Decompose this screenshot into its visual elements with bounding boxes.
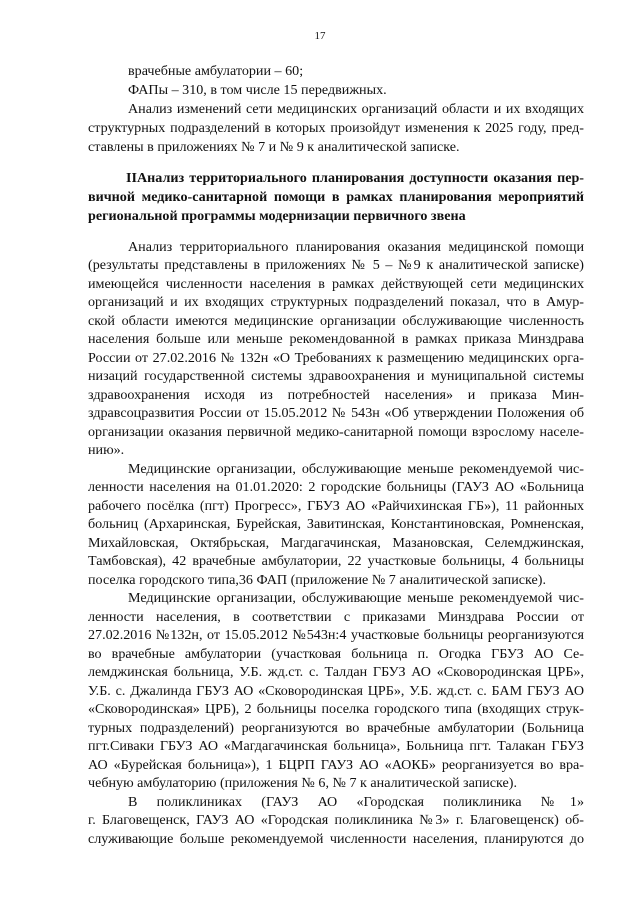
- text-line: нию».: [88, 442, 125, 458]
- text-line: Михайловская, Октябрьская, Магдагачинская, Мазановская, Селемджинская,: [88, 535, 584, 551]
- text-line: рабочего посёлка (пгт) Прогресс», ГБУЗ АО «Райчихинская ГБ»), 11 районных: [88, 498, 584, 514]
- text-line: (результаты представлены в приложениях № 5 – №9 к аналитической записке): [88, 257, 584, 273]
- text-line: Анализ территориального планирования оказания медицинской помощи: [128, 239, 584, 255]
- text-line: служивающие больше рекомендуемой численности населения, планируются до: [88, 831, 584, 847]
- text-line: структурных подразделений в которых произойдут изменения к 2025 году, пред-: [88, 120, 584, 136]
- section-heading-line: IIАнализ территориального планирования доступности оказания пер-: [126, 170, 584, 186]
- text-line: В поликлиниках (ГАУЗ АО «Городская поликлиника №1»: [128, 794, 584, 810]
- text-line: У.Б. с. Джалинда ГБУЗ АО «Сковородинская ЦРБ», У.Б. жд.ст. с. БАМ ГБУЗ АО: [88, 683, 584, 699]
- text-line: ФАПы – 310, в том числе 15 передвижных.: [128, 82, 387, 98]
- text-line: «Сковородинская» ЦРБ), 2 больницы поселка городского типа (входящих струк-: [88, 701, 584, 717]
- text-line: России от 27.02.2016 № 132н «О Требованиях к размещению медицинских орга-: [88, 350, 584, 366]
- text-line: пгт.Сиваки ГБУЗ АО «Магдагачинская больница», Больница пгт. Талакан ГБУЗ: [88, 738, 584, 754]
- text-line: врачебные амбулатории – 60;: [128, 63, 304, 79]
- text-line: Анализ изменений сети медицинских организаций области и их входящих: [128, 101, 584, 117]
- text-line: чебную амбулаторию (приложения № 6, № 7 к аналитической записке).: [88, 775, 517, 791]
- text-line: поселка городского типа,36 ФАП (приложение № 7 аналитической записке).: [88, 572, 546, 588]
- text-line: организаций и их входящих структурных подразделений показал, что в Амур-: [88, 294, 584, 310]
- text-line: АО «Бурейская больница»), 1 БЦРП ГАУЗ АО «АОКБ» реорганизуется во вра-: [88, 757, 584, 773]
- text-line: г. Благовещенск, ГАУЗ АО «Городская поликлиника №3» г. Благовещенск) об-: [88, 812, 584, 828]
- text-line: турных подразделений) реорганизуются во врачебные амбулатории (Больница: [88, 720, 584, 736]
- text-line: лемджинская больница, У.Б. жд.ст. с. Талдан ГБУЗ АО «Сковородинская ЦРБ»,: [88, 664, 584, 680]
- text-line: здравсоцразвития России от 15.05.2012 № 543н «Об утверждении Положения об: [88, 405, 584, 421]
- text-line: Медицинские организации, обслуживающие меньше рекомендуемой чис-: [128, 461, 584, 477]
- text-line: Тамбовская), 42 врачебные амбулатории, 22 участковые больницы, 4 больницы: [88, 553, 584, 569]
- text-line: ленности населения, в соответствии с приказами Минздрава России от: [88, 609, 584, 625]
- text-line: Медицинские организации, обслуживающие меньше рекомендуемой чис-: [128, 590, 584, 606]
- section-heading-line: региональной программы модернизации первичного звена: [88, 208, 466, 224]
- text-line: организации оказания первичной медико-санитарной помощи взрослому населе-: [88, 424, 584, 440]
- text-line: здравоохранения исходя из потребностей населения» и приказа Мин-: [88, 387, 584, 403]
- text-line: имеющейся численности населения в рамках действующей сети медицинских: [88, 276, 584, 292]
- text-line: во врачебные амбулатории (участковая больница п. Огодка ГБУЗ АО Се-: [88, 646, 584, 662]
- text-line: низаций государственной системы здравоохранения и муниципальной системы: [88, 368, 584, 384]
- page-number: 17: [314, 30, 326, 42]
- text-line: ставлены в приложениях № 7 и № 9 к аналитической записке.: [88, 139, 460, 155]
- section-heading-line: вичной медико-санитарной помощи в рамках планирования мероприятий: [88, 189, 584, 205]
- text-line: больниц (Архаринская, Бурейская, Завитинская, Константиновская, Ромненская,: [88, 516, 584, 532]
- text-line: населения больше или меньше рекомендованной в рамках приказа Минздрава: [88, 331, 584, 347]
- text-line: ской области имеются медицинские организации обслуживающие численность: [88, 313, 584, 329]
- text-line: 27.02.2016 №132н, от 15.05.2012 №543н:4 участковые больницы реорганизуются: [88, 627, 584, 643]
- text-line: ленности населения на 01.01.2020: 2 городские больницы (ГАУЗ АО «Больница: [88, 479, 584, 495]
